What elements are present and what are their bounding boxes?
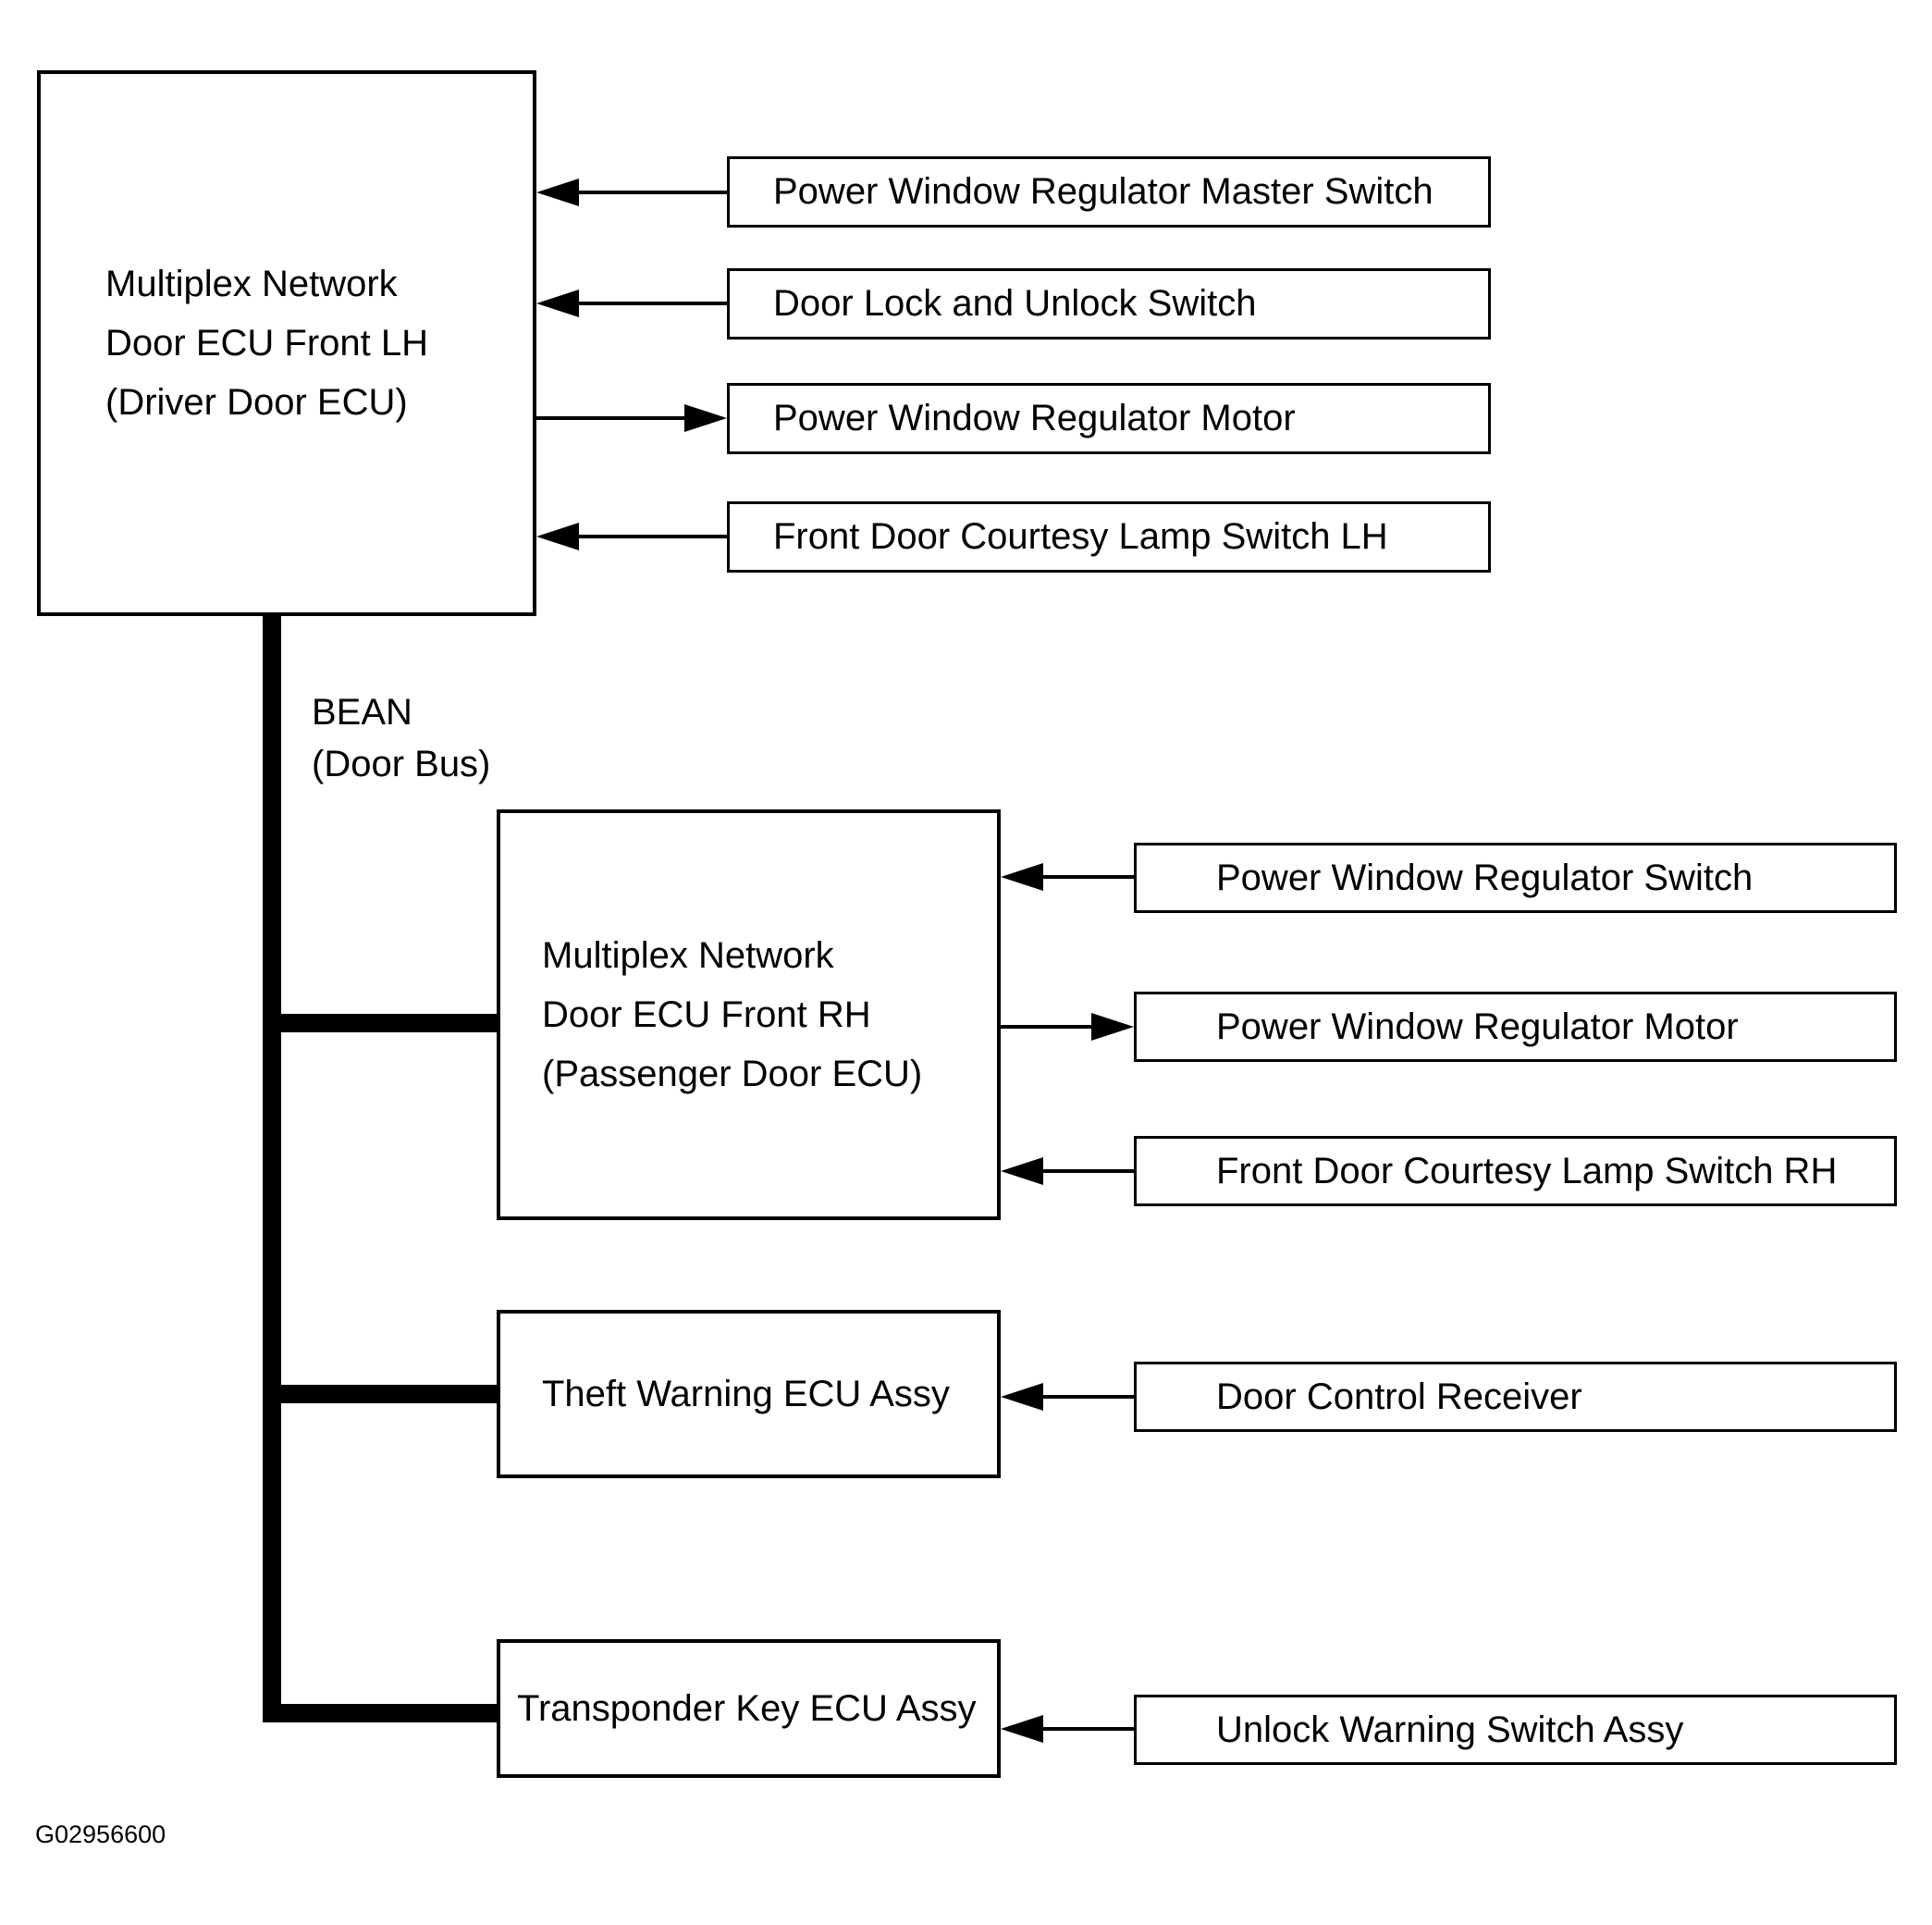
node-unlock-warning-switch [1134, 1695, 1897, 1765]
bus-label-line1: BEAN [312, 692, 412, 733]
node-transponder-key-ecu [497, 1639, 1001, 1778]
node-theft-warning-ecu [497, 1310, 1001, 1478]
arrowhead-window-switch-rh [1001, 863, 1043, 891]
bean-bus-line [263, 614, 281, 1722]
arrowhead-courtesy-lamp-rh [1001, 1157, 1043, 1185]
node-driver-door-ecu [37, 70, 536, 616]
passenger-door-ecu-label-line3: (Passenger Door ECU) [542, 1054, 923, 1094]
courtesy-lamp-rh-label: Front Door Courtesy Lamp Switch RH [1216, 1150, 1838, 1191]
window-switch-rh-label: Power Window Regulator Switch [1216, 857, 1754, 898]
bus-label-line2: (Door Bus) [312, 744, 491, 784]
arrowhead-door-lock-switch [536, 290, 579, 317]
arrowhead-courtesy-lamp-lh [536, 523, 579, 550]
driver-door-ecu-label-line1: Multiplex Network [105, 264, 398, 304]
door-control-receiver-label: Door Control Receiver [1216, 1376, 1582, 1417]
arrowhead-window-motor-lh [684, 404, 727, 432]
arrowhead-unlock-warning-switch [1001, 1715, 1043, 1743]
node-passenger-door-ecu [497, 809, 1001, 1220]
node-power-window-regulator-switch [1134, 843, 1897, 913]
node-power-window-regulator-motor-rh [1134, 992, 1897, 1062]
bus-branch-theft-ecu [272, 1385, 498, 1403]
door-lock-switch-label: Door Lock and Unlock Switch [773, 283, 1257, 324]
master-switch-label: Power Window Regulator Master Switch [773, 171, 1434, 212]
unlock-warning-switch-label: Unlock Warning Switch Assy [1216, 1709, 1684, 1750]
bus-branch-transponder-ecu [272, 1704, 498, 1722]
driver-door-ecu-label-line3: (Driver Door ECU) [105, 382, 408, 423]
arrowhead-door-control-receiver [1001, 1383, 1043, 1411]
window-motor-rh-label: Power Window Regulator Motor [1216, 1006, 1739, 1047]
transponder-key-ecu-label: Transponder Key ECU Assy [517, 1688, 977, 1729]
theft-warning-ecu-label: Theft Warning ECU Assy [542, 1374, 950, 1414]
node-power-window-regulator-motor-lh [727, 383, 1491, 454]
driver-door-ecu-label-line2: Door ECU Front LH [105, 323, 428, 364]
bus-label [312, 686, 490, 790]
passenger-door-ecu-label-line2: Door ECU Front RH [542, 994, 871, 1035]
node-door-control-receiver [1134, 1362, 1897, 1432]
node-power-window-regulator-master-switch [727, 156, 1491, 228]
node-front-door-courtesy-lamp-switch-lh [727, 501, 1491, 573]
node-door-lock-and-unlock-switch [727, 268, 1491, 339]
figure-id: G02956600 [35, 1820, 166, 1848]
window-motor-lh-label: Power Window Regulator Motor [773, 398, 1296, 438]
arrowhead-window-motor-rh [1091, 1013, 1134, 1041]
node-front-door-courtesy-lamp-switch-rh [1134, 1136, 1897, 1206]
passenger-door-ecu-label-line1: Multiplex Network [542, 935, 834, 976]
arrowhead-master-switch [536, 179, 579, 206]
courtesy-lamp-lh-label: Front Door Courtesy Lamp Switch LH [773, 516, 1388, 557]
bus-branch-rh-ecu [272, 1014, 498, 1032]
